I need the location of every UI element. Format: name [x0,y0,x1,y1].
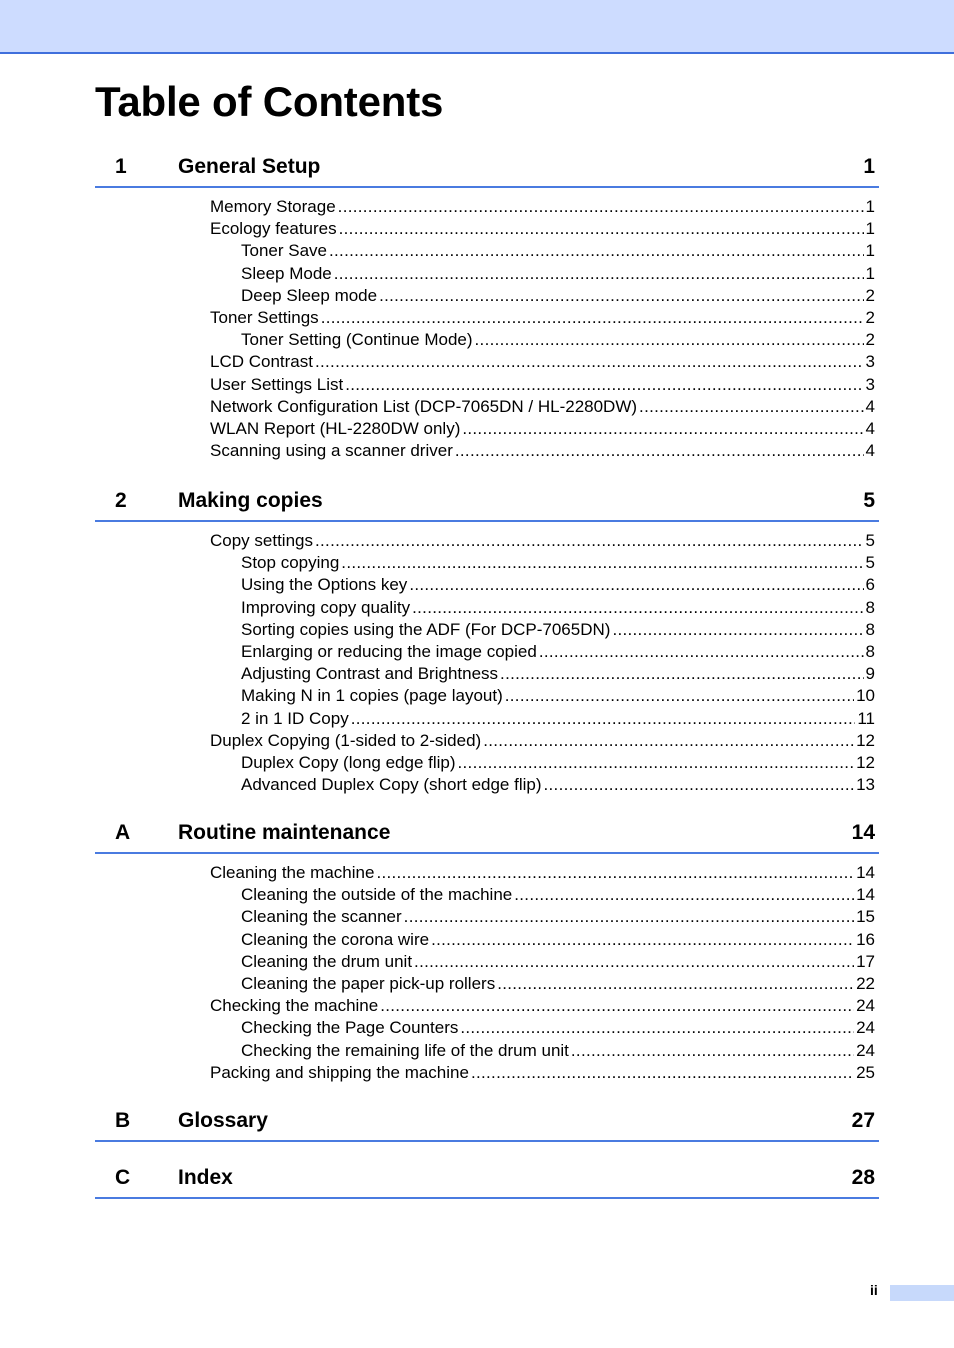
chapter-number: C [115,1166,131,1189]
toc-entry-page: 8 [865,597,875,617]
dot-leader [329,240,864,262]
toc-entry-label: Copy settings [210,531,313,550]
dot-leader [379,285,863,307]
dot-leader [414,951,854,973]
toc-entry-label: Making N in 1 copies (page layout) [241,686,503,706]
toc-entry[interactable] [241,240,875,262]
dot-leader [462,418,863,440]
toc-entry[interactable] [241,708,875,730]
toc-entry[interactable] [210,862,875,884]
toc-entry-label: Checking the machine [210,996,379,1016]
toc-entry[interactable] [210,530,875,552]
toc-entry[interactable] [241,285,875,307]
dot-leader [544,774,855,796]
toc-entry[interactable] [210,995,875,1017]
toc-entry-label: Adjusting Contrast and Brightness [241,664,499,684]
toc-entry-page: 4 [865,396,875,416]
toc-entry[interactable] [241,884,875,906]
dot-leader [497,973,854,995]
toc-entry[interactable] [210,440,875,462]
chapter-title: Making copies [178,489,323,512]
toc-entry[interactable] [210,307,875,329]
toc-entry-page: 11 [857,708,875,728]
toc-entry-page: 15 [856,907,875,927]
chapter-title: Glossary [178,1109,268,1132]
toc-entry-page: 2 [865,308,875,327]
dot-leader [471,1062,854,1084]
toc-entry[interactable] [241,597,875,619]
toc-entry-page: 22 [856,974,875,993]
dot-leader [341,552,863,574]
toc-entry-page: 6 [865,575,875,595]
toc-entry-page: 24 [856,1018,875,1038]
footer-tab [890,1285,954,1301]
chapter-heading[interactable] [95,484,879,522]
toc-entry-page: 16 [856,929,875,949]
dot-leader [458,752,855,774]
dot-leader [571,1040,854,1062]
dot-leader [334,263,864,285]
toc-entry[interactable] [210,218,875,240]
toc-entry-label: Advanced Duplex Copy (short edge flip) [241,775,542,795]
dot-leader [404,906,854,928]
toc-entry[interactable] [241,906,875,928]
toc-entry-page: 14 [856,885,875,905]
toc-entry-page: 13 [856,775,875,795]
toc-entry-label: Duplex Copy (long edge flip) [241,753,456,772]
toc-entry[interactable] [241,774,875,796]
toc-entry[interactable] [241,685,875,707]
toc-entry-page: 1 [865,263,875,283]
toc-entry[interactable] [210,730,875,752]
dot-leader [514,884,854,906]
toc-entry-page: 5 [865,553,875,573]
toc-entry-page: 24 [856,1040,875,1060]
dot-leader [339,218,864,240]
toc-entry-page: 8 [865,619,875,639]
toc-entry-label: Cleaning the machine [210,863,375,882]
toc-entry-label: Using the Options key [241,575,408,595]
dot-leader [500,663,863,685]
toc-entry-page: 2 [865,285,875,305]
toc-entry-label: Toner Save [241,241,327,261]
dot-leader [475,329,864,351]
toc-entry-page: 17 [856,951,875,971]
chapter-page: 28 [851,1166,875,1189]
toc-entry[interactable] [210,196,875,218]
dot-leader [409,574,863,596]
chapter-number: A [115,821,131,844]
toc-entry-page: 1 [865,241,875,261]
dot-leader [351,708,856,730]
toc-entry-page: 24 [856,996,875,1016]
dot-leader [315,530,864,552]
dot-leader [338,196,864,218]
toc-entry-label: Checking the Page Counters [241,1018,459,1038]
toc-entry-page: 3 [865,374,875,394]
toc-entry-page: 14 [856,863,875,882]
toc-entry-label: User Settings List [210,374,344,394]
toc-entry[interactable] [241,329,875,351]
toc-entry-label: Enlarging or reducing the image copied [241,642,537,661]
toc-entry-label: Cleaning the outside of the machine [241,885,513,905]
toc-entry-label: Checking the remaining life of the drum unit [241,1040,569,1060]
dot-leader [321,307,864,329]
toc-entry[interactable] [210,374,875,396]
dot-leader [505,685,854,707]
dot-leader [315,351,864,373]
dot-leader [380,995,854,1017]
toc-entry-page: 8 [865,642,875,661]
toc-entry-page: 12 [856,753,875,772]
chapter-page: 1 [863,155,875,178]
toc-entry-label: Cleaning the drum unit [241,951,413,971]
toc-entry-page: 10 [856,686,875,706]
chapter-title: Routine maintenance [178,821,391,844]
chapter-page: 27 [851,1109,875,1132]
toc-entry-page: 9 [865,664,875,684]
toc-entry-label: Scanning using a scanner driver [210,441,453,461]
toc-entry-page: 1 [865,219,875,239]
toc-entry-page: 1 [865,197,875,216]
chapter-heading[interactable] [95,1161,879,1199]
dot-leader [431,929,854,951]
toc-entry-label: Network Configuration List (DCP-7065DN / HL-2280DW) [210,396,638,416]
toc-entry[interactable] [210,418,875,440]
dot-leader [639,396,863,418]
chapter-number: 2 [115,489,127,512]
chapter-number: B [115,1109,131,1132]
toc-entry[interactable] [241,929,875,951]
toc-entry-label: Toner Setting (Continue Mode) [241,330,473,350]
toc-entry-label: WLAN Report (HL-2280DW only) [210,419,461,438]
chapter-number: 1 [115,155,127,178]
toc-entry-page: 2 [865,330,875,350]
toc-entry-label: Cleaning the paper pick-up rollers [241,974,496,993]
chapter-title: General Setup [178,155,321,178]
toc-entry-label: Ecology features [210,219,337,239]
chapter-title: Index [178,1166,233,1189]
toc-entry[interactable] [241,641,875,663]
toc-entry[interactable] [210,396,875,418]
toc-entry[interactable] [241,663,875,685]
toc-entry-label: Toner Settings [210,308,319,327]
toc-entry-label: Memory Storage [210,197,336,216]
toc-entry-label: Deep Sleep mode [241,285,378,305]
dot-leader [455,440,864,462]
chapter-page: 14 [851,821,875,844]
toc-entry-label: LCD Contrast [210,352,313,372]
dot-leader [376,862,854,884]
toc-entry[interactable] [241,1040,875,1062]
toc-entry-label: Cleaning the scanner [241,907,402,927]
dot-leader [412,597,863,619]
chapter-heading[interactable] [95,150,879,188]
toc-entry-page: 4 [865,419,875,438]
toc-entry-label: 2 in 1 ID Copy [241,708,349,728]
toc-entry-label: Improving copy quality [241,597,411,617]
page-title: Table of Contents [95,78,444,125]
toc-entry[interactable] [241,1017,875,1039]
toc-entry[interactable] [241,263,875,285]
toc-entry[interactable] [241,973,875,995]
toc-entry-page: 4 [865,441,875,461]
dot-leader [460,1017,854,1039]
toc-entry[interactable] [241,574,875,596]
chapter-heading[interactable] [95,816,879,854]
toc-entry[interactable] [210,351,875,373]
footer-page-number: ii [870,1282,878,1298]
toc-entry[interactable] [241,752,875,774]
toc-entry[interactable] [210,1062,875,1084]
dot-leader [483,730,854,752]
toc-entry[interactable] [241,619,875,641]
toc-entry-label: Sorting copies using the ADF (For DCP-7065DN) [241,619,611,639]
toc-entry-page: 5 [865,531,875,550]
dot-leader [345,374,863,396]
dot-leader [539,641,864,663]
toc-entry-label: Sleep Mode [241,263,332,283]
toc-entry[interactable] [241,951,875,973]
header-band [0,0,954,54]
toc-entry[interactable] [241,552,875,574]
toc-entry-page: 3 [865,352,875,372]
toc-entry-label: Packing and shipping the machine [210,1062,469,1082]
toc-entry-page: 12 [856,730,875,750]
toc-entry-page: 25 [856,1062,875,1082]
chapter-page: 5 [863,489,875,512]
chapter-heading[interactable] [95,1104,879,1142]
toc-entry-label: Stop copying [241,553,340,573]
toc-entry-label: Cleaning the corona wire [241,929,430,949]
toc-entry-label: Duplex Copying (1-sided to 2-sided) [210,730,482,750]
dot-leader [612,619,863,641]
